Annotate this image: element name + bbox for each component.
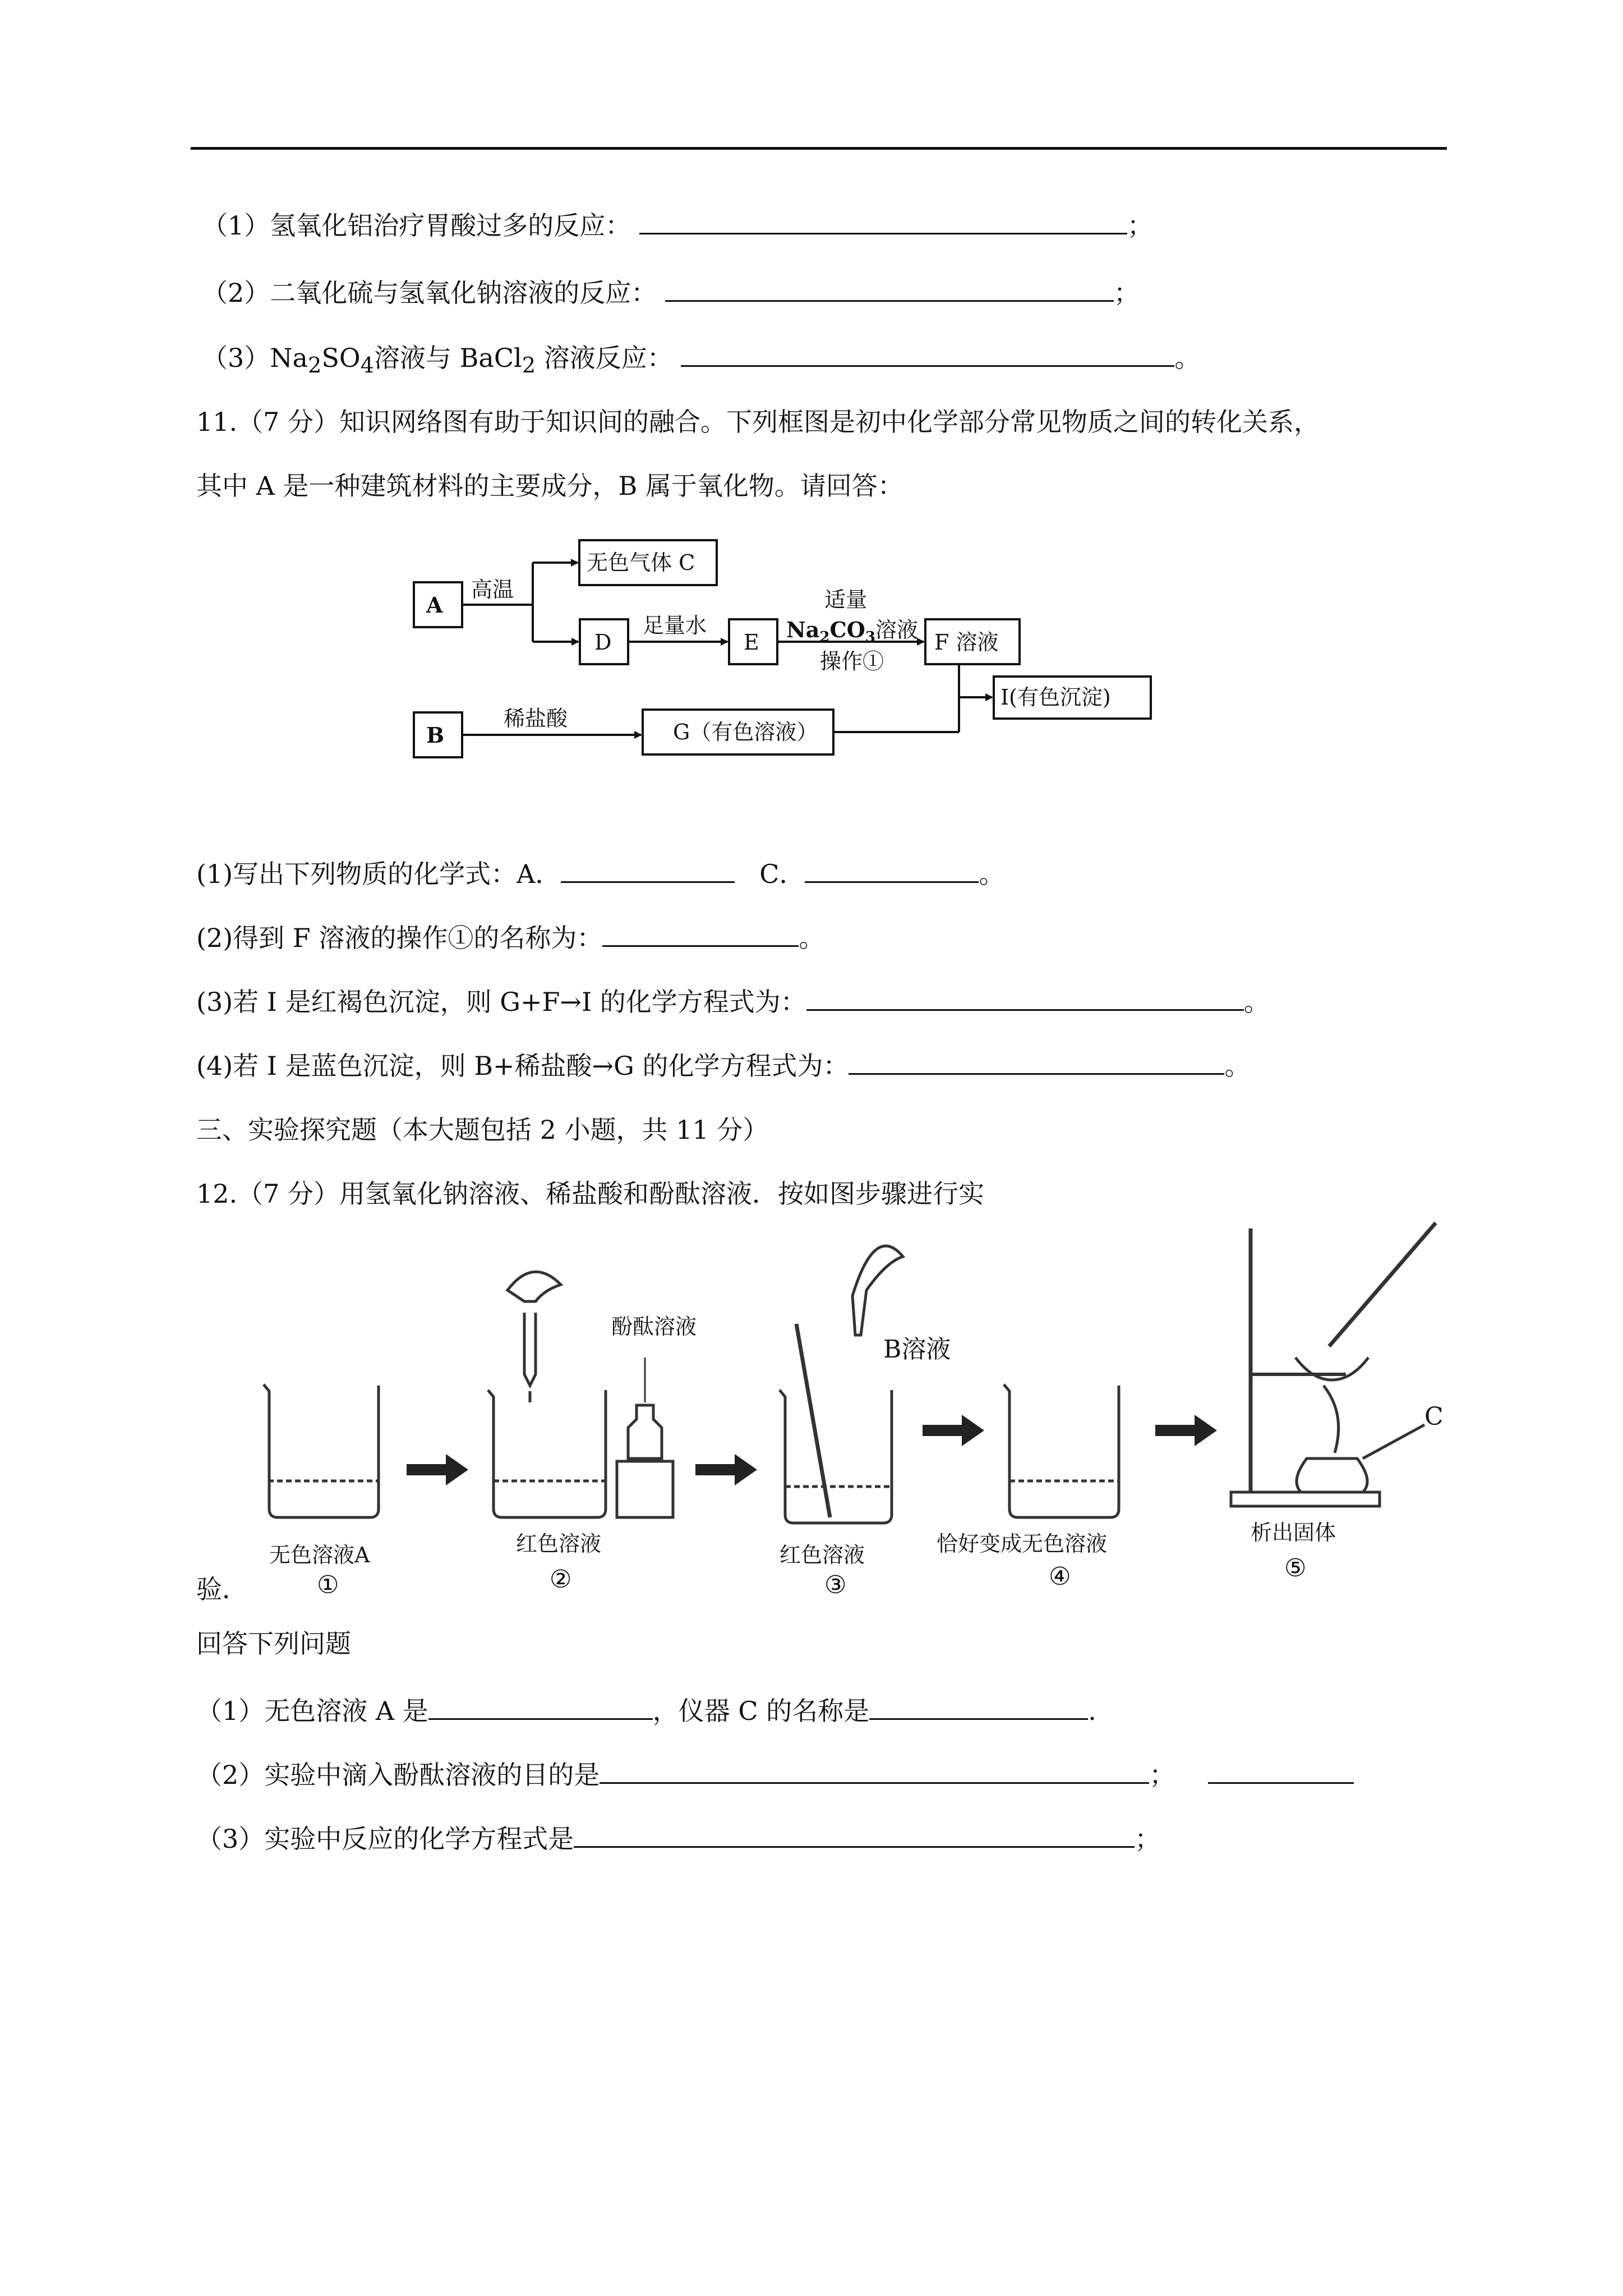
formula-text: SO xyxy=(321,343,361,373)
label-step3: 红色溶液 xyxy=(780,1543,865,1567)
q12-sub3 xyxy=(196,1822,1160,1856)
beaker-1 xyxy=(264,1384,379,1517)
question-end: ； xyxy=(1135,1824,1161,1854)
answer-blank-a[interactable] xyxy=(428,1696,653,1720)
q12-stem-line1: 12.（7 分）用氢氧化钠溶液、稀盐酸和酚酞溶液．按如图步骤进行实 xyxy=(196,1179,985,1209)
num-step3: ③ xyxy=(824,1571,847,1599)
num-step1: ① xyxy=(317,1571,339,1599)
box-a-label: A xyxy=(426,592,443,618)
box-g-label: G（有色溶液） xyxy=(673,720,818,744)
box-b-label: B xyxy=(426,723,445,748)
question-text: ，仪器 C 的名称是 xyxy=(652,1696,870,1726)
formula-text: 溶液反应： xyxy=(536,343,673,373)
label-phenolphthalein: 酚酞溶液 xyxy=(611,1314,697,1339)
question-end: . xyxy=(1088,1696,1096,1726)
caozuo-label: 操作① xyxy=(820,649,884,674)
answer-blank[interactable] xyxy=(600,1760,1149,1784)
q12-sub2 xyxy=(196,1758,1354,1792)
beaker-3 xyxy=(780,1390,892,1523)
question-end: 。 xyxy=(1243,987,1270,1017)
box-c-label: 无色气体 C xyxy=(587,550,695,575)
label-step1: 无色溶液A xyxy=(269,1543,370,1567)
part-end: 。 xyxy=(1174,343,1201,373)
q12-sub1 xyxy=(196,1694,1096,1728)
question-text: C． xyxy=(759,859,805,889)
question-end: 。 xyxy=(799,923,825,953)
part-end: ； xyxy=(1127,210,1153,241)
num-step5: ⑤ xyxy=(1284,1554,1307,1582)
label-step5: 析出固体 xyxy=(1251,1520,1336,1545)
arrow-3 xyxy=(923,1415,984,1446)
arrow-1 xyxy=(407,1454,468,1485)
arrow-2 xyxy=(695,1454,757,1485)
question-text: (2)得到 F 溶液的操作①的名称为： xyxy=(196,923,603,953)
dropper-3 xyxy=(852,1246,903,1335)
alcohol-lamp xyxy=(1297,1458,1367,1492)
question-end: 。 xyxy=(979,859,1005,889)
answer-blank[interactable] xyxy=(574,1824,1135,1848)
label-b-solution: B溶液 xyxy=(883,1335,951,1364)
zuliangshui-label: 足量水 xyxy=(643,613,707,638)
beaker-4 xyxy=(1004,1384,1119,1517)
box-f-label: F 溶液 xyxy=(934,630,999,655)
label-c: C xyxy=(1424,1402,1444,1431)
glass-rod-5 xyxy=(1329,1223,1436,1346)
box-e-label: E xyxy=(744,630,759,655)
part-text: 二氧化硫与氢氧化钠溶液的反应： xyxy=(270,278,657,308)
box-d-label: D xyxy=(594,630,612,655)
question-end: 。 xyxy=(1224,1051,1251,1081)
label-step4: 恰好变成无色溶液 xyxy=(937,1531,1108,1556)
phenolphthalein-bottle xyxy=(628,1405,662,1458)
question-text: （1）无色溶液 A 是 xyxy=(196,1696,428,1726)
dropper-2 xyxy=(524,1313,536,1386)
arrow-4 xyxy=(1155,1415,1217,1446)
subscript: 2 xyxy=(522,353,536,379)
xiyansuan-label: 稀盐酸 xyxy=(504,706,568,731)
part-text: 氢氧化铝治疗胃酸过多的反应： xyxy=(270,210,631,241)
shiliang-label: 适量 xyxy=(824,587,868,612)
q12-stem-line2: 验． xyxy=(196,1574,248,1604)
instrument-c-line xyxy=(1363,1425,1424,1458)
q12-answer-intro: 回答下列问题 xyxy=(196,1628,351,1659)
question-end: ； xyxy=(1149,1760,1175,1790)
gaowen-label: 高温 xyxy=(471,577,514,602)
q11-stem-line2: 其中 A 是一种建筑材料的主要成分，B 属于氧化物。请回答： xyxy=(196,471,903,501)
evaporating-dish xyxy=(1295,1358,1368,1380)
question-text: (3)若 I 是红褐色沉淀，则 G+F→I 的化学方程式为： xyxy=(196,987,806,1017)
iron-stand-base xyxy=(1231,1492,1380,1506)
formula-text: Na xyxy=(270,343,308,373)
question-text: (4)若 I 是蓝色沉淀，则 B+稀盐酸→G 的化学方程式为： xyxy=(196,1051,849,1081)
question-text: (1)写出下列物质的化学式：A． xyxy=(196,859,561,889)
part-number: （3） xyxy=(202,343,270,373)
num-step4: ④ xyxy=(1049,1562,1071,1591)
section-3-heading: 三、实验探究题（本大题包括 2 小题，共 11 分） xyxy=(196,1115,769,1145)
num-step2: ② xyxy=(550,1565,572,1594)
subscript: 4 xyxy=(360,353,374,379)
formula-text: 溶液与 BaCl xyxy=(374,343,522,373)
answer-blank-c[interactable] xyxy=(869,1696,1088,1720)
beaker-2 xyxy=(488,1390,606,1517)
glass-rod xyxy=(796,1324,830,1517)
part-end: ； xyxy=(1113,278,1140,308)
part-number: （2） xyxy=(202,278,270,308)
subscript: 2 xyxy=(307,353,322,379)
question-text: （3）实验中反应的化学方程式是 xyxy=(196,1824,574,1854)
part-number: （1） xyxy=(202,210,270,241)
box-i-label: I(有色沉淀) xyxy=(1000,685,1111,710)
label-step2: 红色溶液 xyxy=(516,1531,602,1556)
answer-blank-extra[interactable] xyxy=(1208,1760,1354,1784)
na2co3-label: $Na_2CO_3$溶液 xyxy=(786,617,918,646)
question-text: （2）实验中滴入酚酞溶液的目的是 xyxy=(196,1760,600,1790)
q11-stem-line1: 11.（7 分）知识网络图有助于知识间的融合。下列框图是初中化学部分常见物质之间的转化关系， xyxy=(196,407,1320,437)
